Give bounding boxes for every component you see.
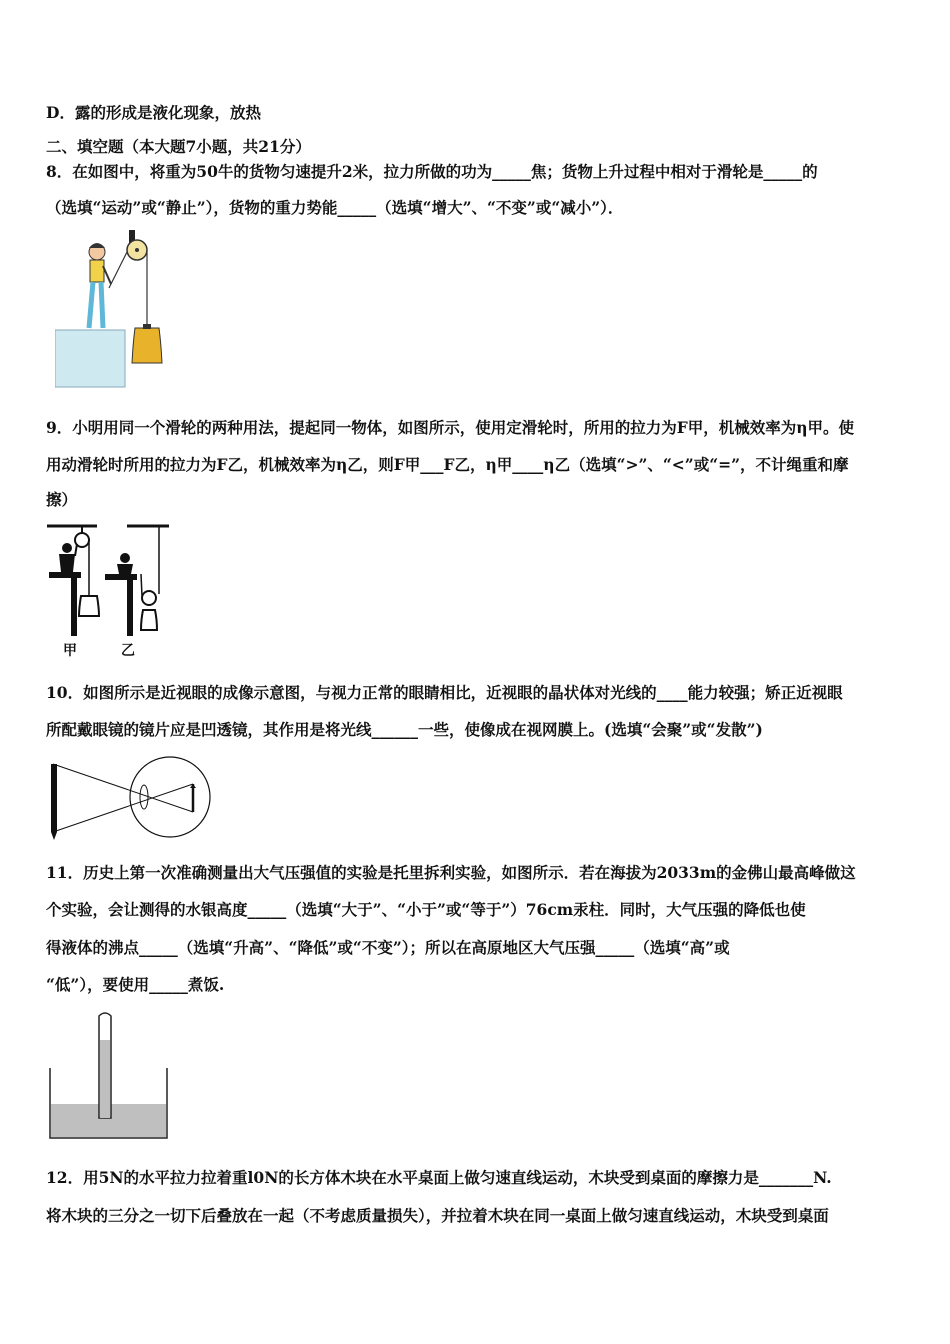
q9-label-a: 甲: [63, 643, 77, 659]
q11-torricelli-figure: [45, 1008, 175, 1143]
q10-line-2: 所配戴眼镜的镜片应是凹透镜，其作用是将光线______一些，使像成在视网膜上。(选填“会聚”或“发散”): [46, 720, 763, 739]
q11-line-4: “低”），要使用_____煮饭.: [46, 975, 225, 994]
section-header: 二、填空题（本大题7小题，共21分）: [46, 137, 311, 156]
q9-line-1: 9．小明用同一个滑轮的两种用法，提起同一物体，如图所示，使用定滑轮时，所用的拉力为F甲，机械效率为η甲。使: [46, 418, 855, 437]
q9-line-3: 擦）: [46, 490, 78, 509]
q11-line-1: 11．历史上第一次准确测量出大气压强值的实验是托里拆利实验，如图所示．若在海拔为2033m的金佛山最高峰做这: [46, 863, 856, 882]
q8-line-1: 8．在如图中，将重为50牛的货物匀速提升2米，拉力所做的功为_____焦；货物上升过程中相对于滑轮是_____的: [46, 162, 818, 181]
q10-eye-figure: [45, 750, 215, 842]
q12-line-1: 12．用5N的水平拉力拉着重l0N的长方体木块在水平桌面上做匀速直线运动，木块受到桌面的摩擦力是_______N.: [46, 1168, 832, 1187]
q8-line-2: （选填“运动”或“静止”），货物的重力势能_____（选填“增大”、“不变”或“减小”）．: [46, 198, 624, 217]
q10-line-1: 10．如图所示是近视眼的成像示意图，与视力正常的眼睛相比，近视眼的晶状体对光线的____能力较强；矫正近视眼: [46, 683, 843, 702]
q11-line-3: 得液体的沸点_____（选填“升高”、“降低”或“不变”）；所以在高原地区大气压强_____（选填“高”或: [46, 938, 730, 957]
option-d: D．露的形成是液化现象，放热: [46, 103, 261, 122]
q9-label-b: 乙: [121, 643, 135, 659]
q11-line-2: 个实验，会让测得的水银高度_____（选填“大于”、“小于”或“等于”）76cm汞柱．同时，大气压强的降低也使: [46, 900, 806, 919]
q8-pulley-figure: [55, 228, 175, 388]
q12-line-2: 将木块的三分之一切下后叠放在一起（不考虑质量损失），并拉着木块在同一桌面上做匀速直线运动，木块受到桌面: [46, 1206, 829, 1225]
q9-line-2: 用动滑轮时所用的拉力为F乙，机械效率为η乙，则F甲___F乙，η甲____η乙（选填“>”、“<”或“=”，不计绳重和摩: [46, 455, 849, 474]
q9-pulley-figure: [45, 522, 175, 662]
